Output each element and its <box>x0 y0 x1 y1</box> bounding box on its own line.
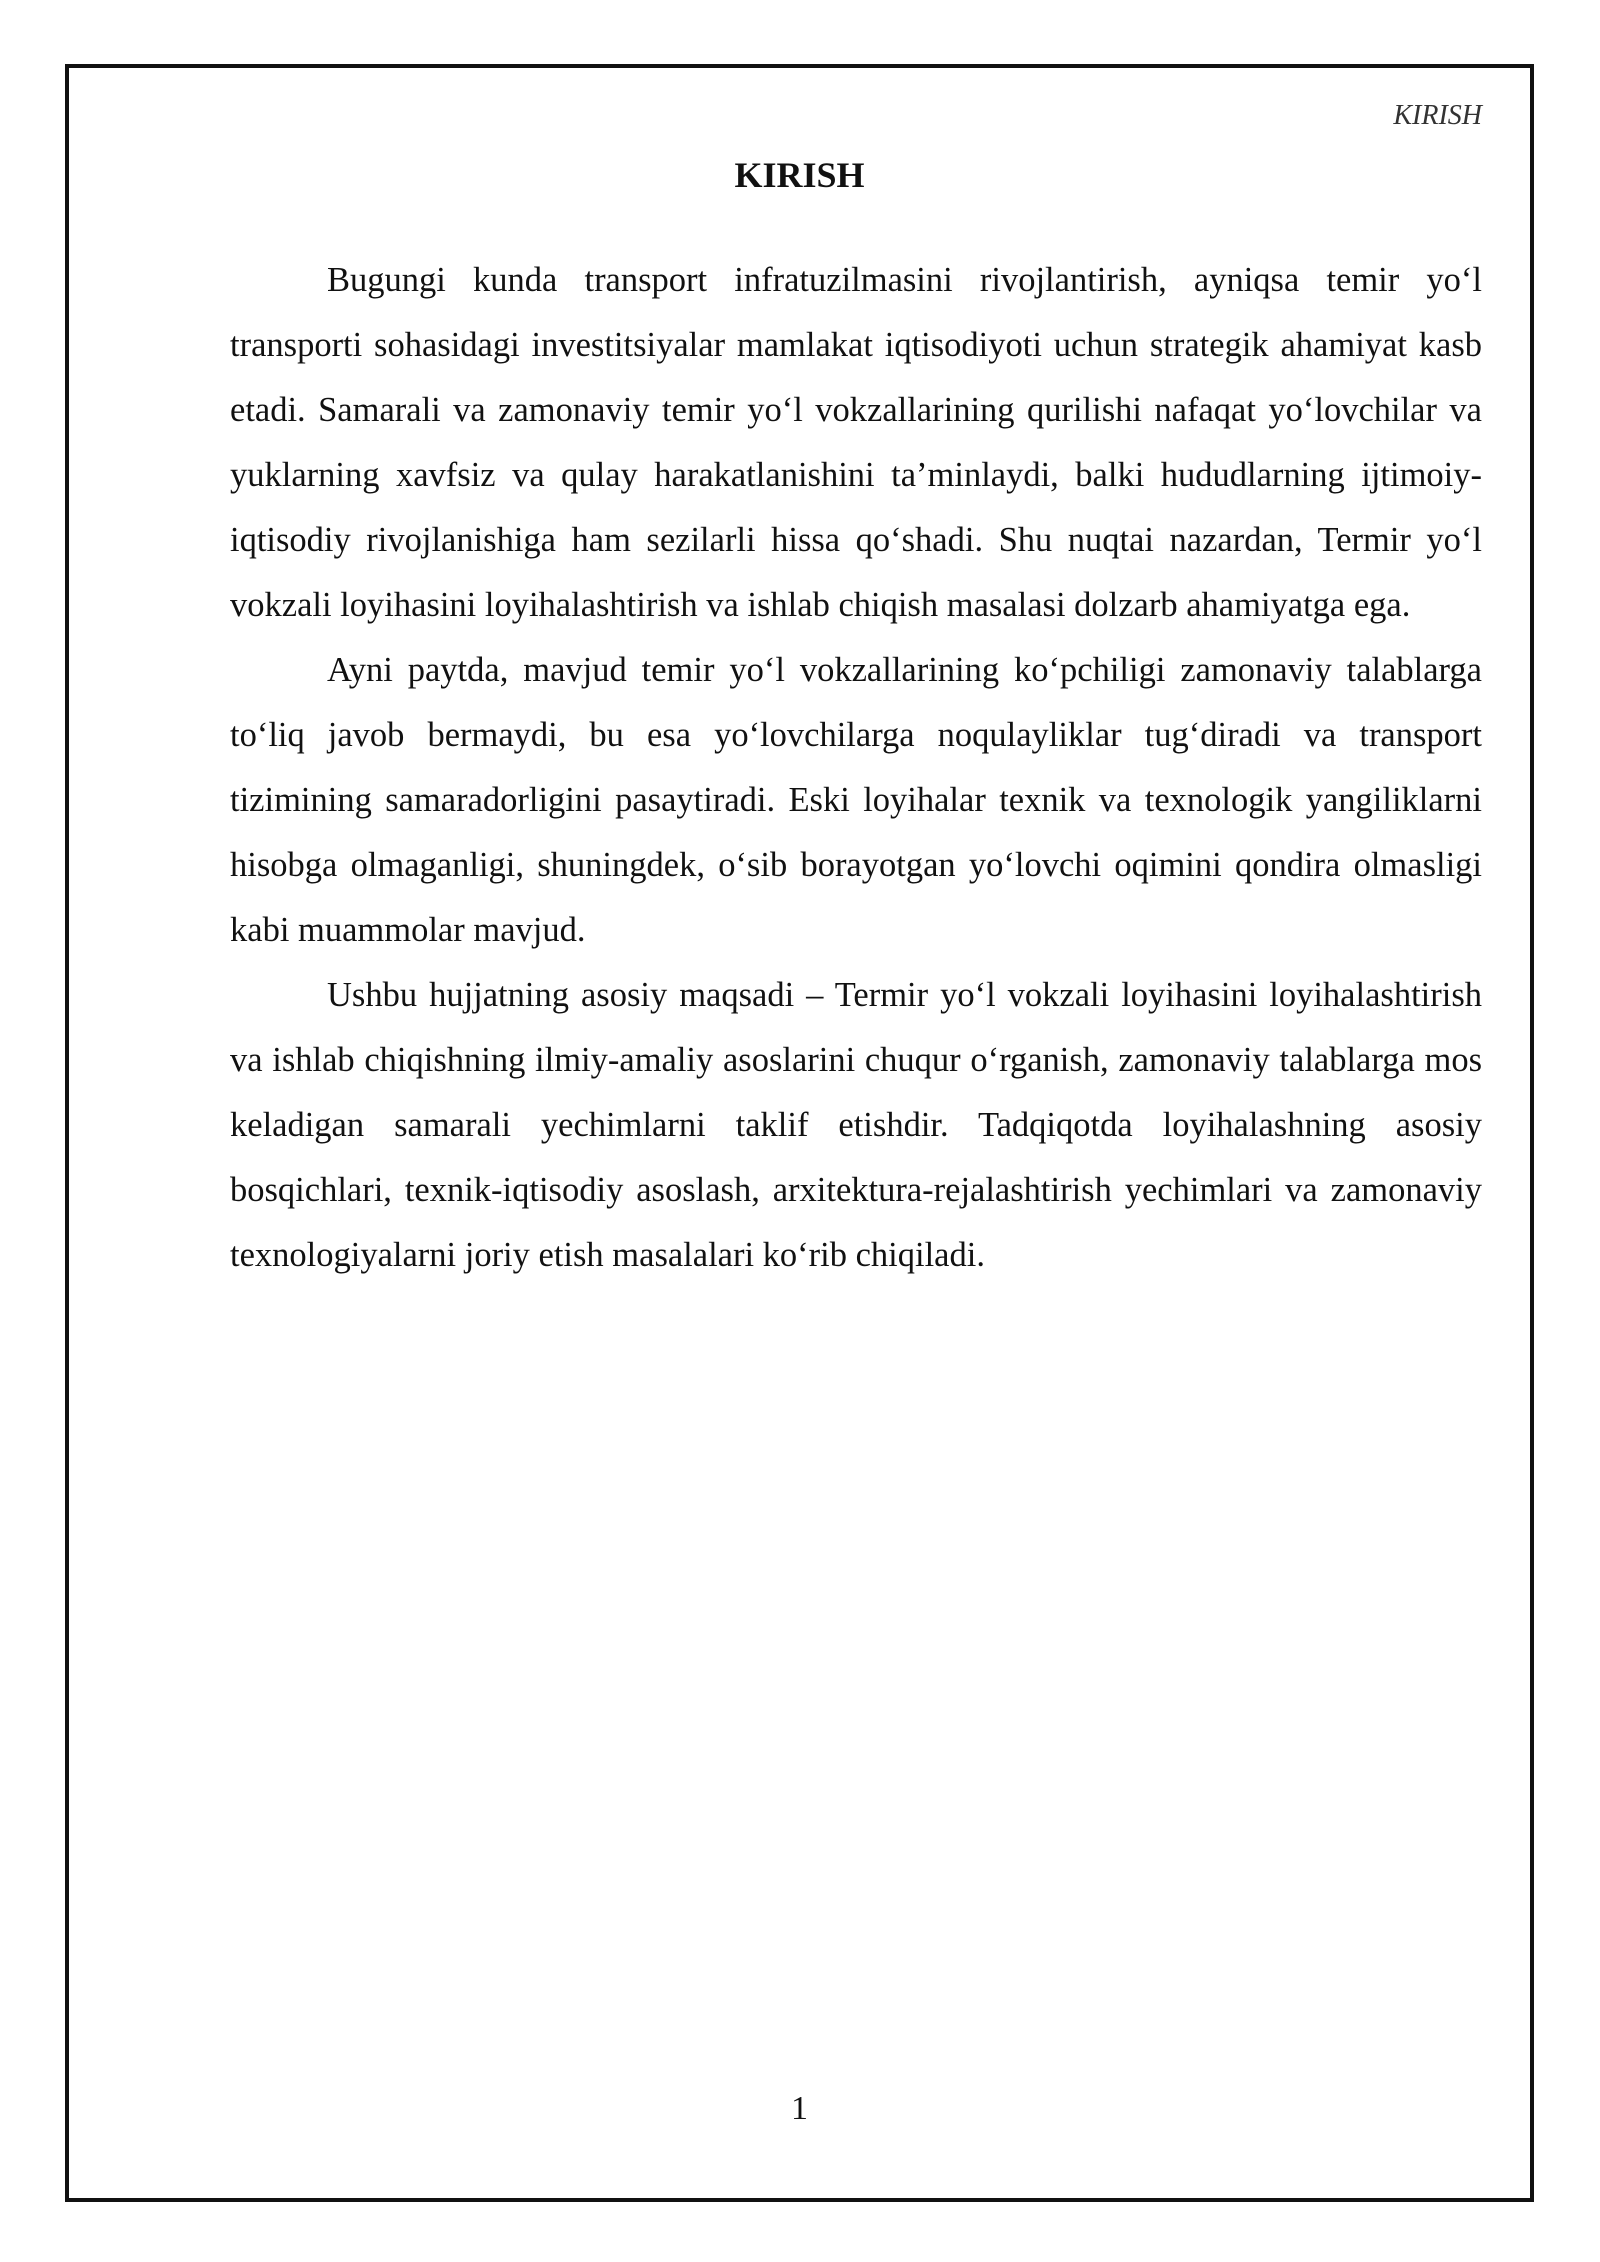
page-frame <box>65 64 1534 2202</box>
page-number: 1 <box>791 2090 808 2127</box>
paragraph-3: Ushbu hujjatning asosiy maqsadi – Termir yo‘l vokzali loyihasini loyihalashtirish va ishlab chiqishning ilmiy-amaliy asoslarini chuqur o‘rganish, zamonaviy talablarga mos keladigan samarali yechimlarni taklif etishdir. Tadqiqotda loyihalashning asosiy bosqichlari, texnik-iqtisodiy asoslash, arxitektura-rejalashtirish yechimlari va zamonaviy texnologiyalarni joriy etish masalalari ko‘rib chiqiladi. <box>230 976 1482 1274</box>
running-header: KIRISH <box>1393 100 1482 131</box>
paragraph-1: Bugungi kunda transport infratuzilmasini rivojlantirish, ayniqsa temir yo‘l transporti sohasidagi investitsiyalar mamlakat iqtisodiyoti uchun strategik ahamiyat kasb etadi. Samarali va zamonaviy temir yo‘l vokzallarining qurilishi nafaqat yo‘lovchilar va yuklarning xavfsiz va qulay harakatlanishini ta’minlaydi, balki hududlarning ijtimoiy-iqtisodiy rivojlanishiga ham sezilarli hissa qo‘shadi. Shu nuqtai nazardan, Termir yo‘l vokzali loyihasini loyihalashtirish va ishlab chiqish masalasi dolzarb ahamiyatga ega. <box>230 261 1482 624</box>
body-text <box>230 248 1482 1288</box>
page-title: KIRISH <box>734 155 865 195</box>
paragraph-2: Ayni paytda, mavjud temir yo‘l vokzallarining ko‘pchiligi zamonaviy talablarga to‘liq javob bermaydi, bu esa yo‘lovchilarga noqulayliklar tug‘diradi va transport tizimining samaradorligini pasaytiradi. Eski loyihalar texnik va texnologik yangiliklarni hisobga olmaganligi, shuningdek, o‘sib borayotgan yo‘lovchi oqimini qondira olmasligi kabi muammolar mavjud. <box>230 651 1482 949</box>
